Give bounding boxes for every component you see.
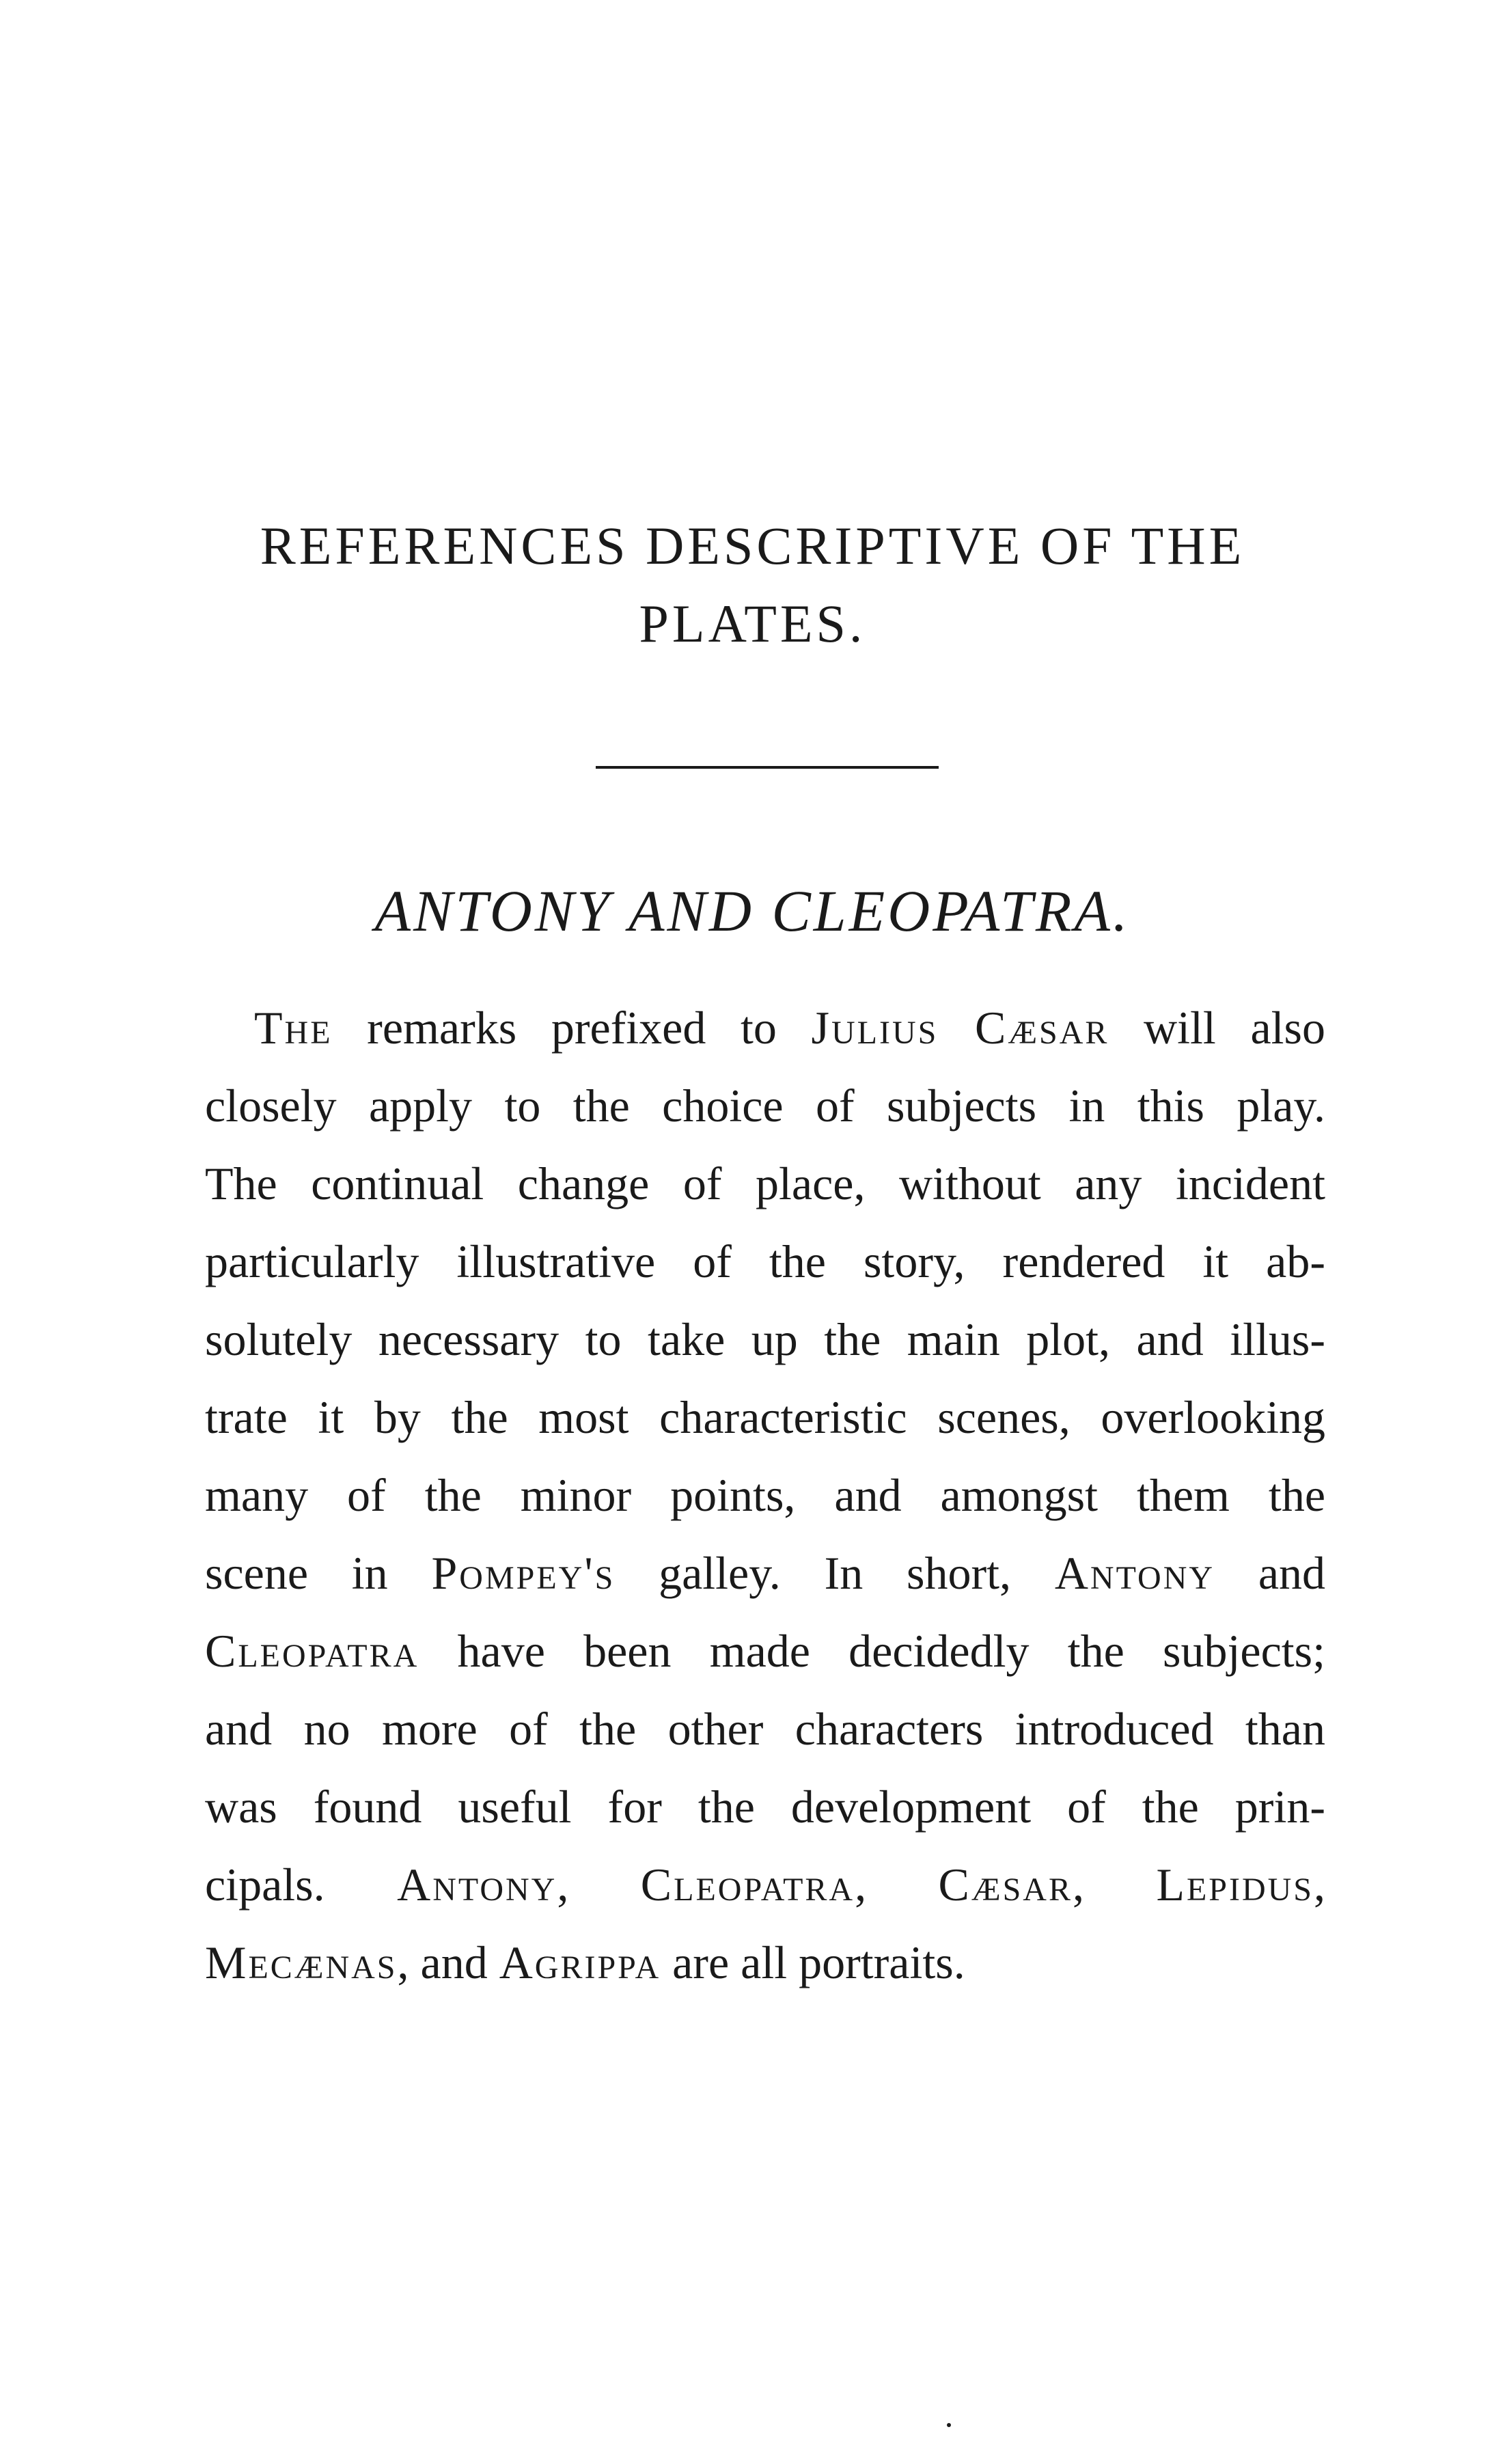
small-caps-name: Mecænas	[205, 1936, 398, 1988]
text-run: scene in	[205, 1547, 432, 1599]
small-caps-name: Cleopatra	[205, 1625, 419, 1677]
paragraph-line	[205, 1313, 1325, 1394]
small-caps-name: Antony	[1054, 1547, 1215, 1599]
text-run: and	[1215, 1547, 1325, 1599]
text-run: many of the minor points, and amongst them the	[205, 1469, 1325, 1521]
paragraph-line	[205, 1703, 1325, 1783]
paragraph-line	[205, 1861, 1325, 1939]
text-run: The continual change of place, without any incident	[205, 1158, 1325, 1209]
page-heading-line-2: PLATES.	[639, 594, 866, 653]
text-run: ,	[1072, 1859, 1157, 1911]
text-run: ,	[1314, 1859, 1325, 1911]
text-run: was found useful for the development of the prin-	[205, 1781, 1325, 1833]
descriptive-paragraph	[205, 1004, 1325, 2017]
text-run: solutely necessary to take up the main plot, and illus-	[205, 1313, 1325, 1365]
small-caps-name: Agrippa	[499, 1936, 661, 1988]
text-run: and no more of the other characters introduced than	[205, 1703, 1325, 1755]
text-run: ,	[855, 1859, 939, 1911]
paragraph-line	[205, 1783, 1325, 1861]
text-run: have been made decidedly the subjects;	[419, 1625, 1325, 1677]
paragraph-line	[205, 1004, 1325, 1082]
paragraph-line	[205, 1235, 1325, 1316]
text-run: remarks prefixed to	[332, 1002, 812, 1054]
paragraph-line	[205, 1160, 1325, 1238]
paragraph-line	[205, 1082, 1325, 1160]
text-run: trate it by the most characteristic scenes, overlooking	[205, 1391, 1325, 1443]
text-run: , and	[397, 1936, 499, 1988]
text-run: galley. In short,	[615, 1547, 1055, 1599]
small-caps-name: Cæsar	[938, 1859, 1073, 1911]
text-run: closely apply to the choice of subjects in this play.	[205, 1080, 1325, 1132]
paragraph-line	[205, 1391, 1325, 1472]
paragraph-line	[205, 1936, 1325, 2017]
stray-ink-dot	[947, 2423, 951, 2427]
paragraph-line	[205, 1547, 1325, 1628]
text-run: particularly illustrative of the story, rendered it ab-	[205, 1235, 1325, 1287]
paragraph-line	[205, 1469, 1325, 1550]
small-caps-name: Antony	[397, 1859, 557, 1911]
small-caps-name: Pompey's	[431, 1547, 616, 1599]
small-caps-name: Lepidus	[1156, 1859, 1314, 1911]
horizontal-rule	[596, 766, 939, 769]
small-caps-name: Cleopatra	[640, 1859, 855, 1911]
text-run: are all portraits.	[661, 1936, 965, 1988]
page-heading-line-1: REFERENCES DESCRIPTIVE OF THE	[260, 516, 1245, 575]
text-run: cipals.	[205, 1859, 398, 1911]
text-run: will also	[1109, 1002, 1325, 1054]
small-caps-name: The	[254, 1002, 333, 1054]
paragraph-line	[205, 1625, 1325, 1706]
small-caps-name: Julius Cæsar	[811, 1002, 1109, 1054]
text-run: ,	[557, 1859, 641, 1911]
play-title: ANTONY AND CLEOPATRA.	[374, 878, 1131, 944]
